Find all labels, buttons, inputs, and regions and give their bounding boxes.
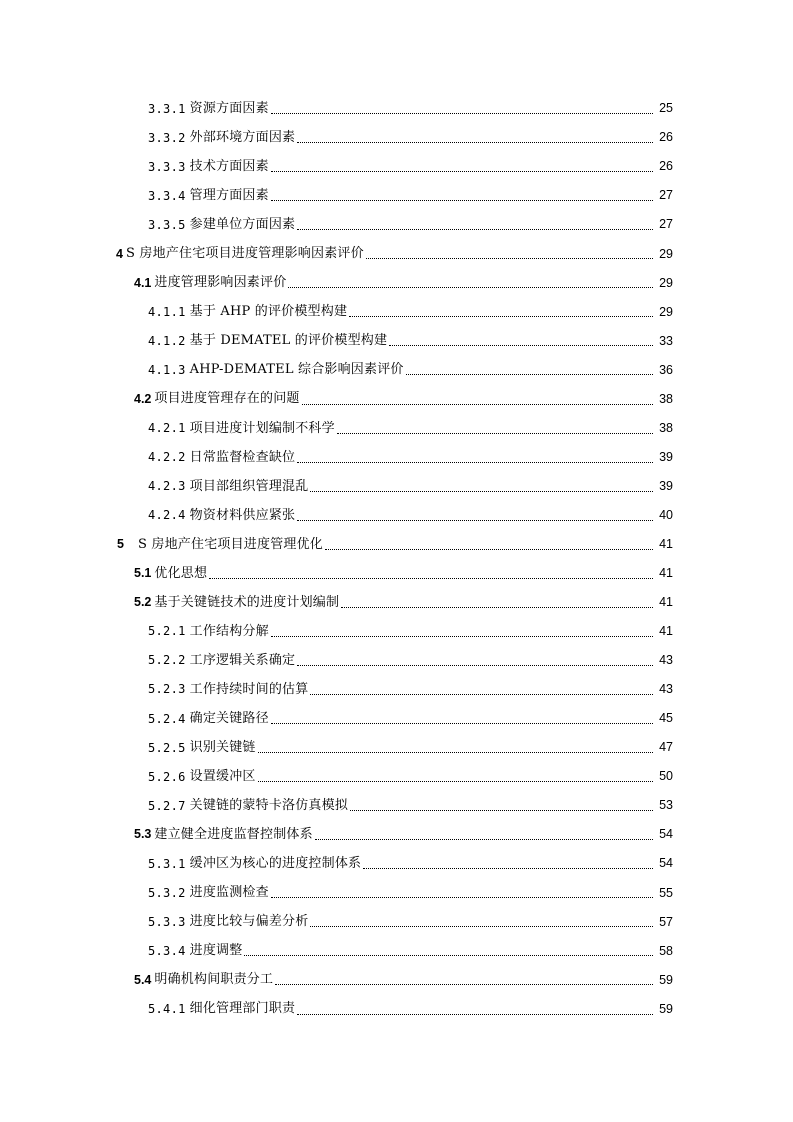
toc-entry-number: 5 — [117, 536, 124, 551]
toc-entry-title: AHP-DEMATEL 综合影响因素评价 — [189, 362, 404, 378]
toc-entry-page: 29 — [659, 246, 673, 261]
toc-entry-title: 技术方面因素 — [189, 159, 269, 175]
toc-entry-title: S 房地产住宅项目进度管理影响因素评价 — [125, 246, 364, 262]
toc-entry-page: 57 — [659, 914, 673, 929]
toc-entry-page: 47 — [659, 740, 673, 755]
toc-entry-title: 项目部组织管理混乱 — [189, 478, 309, 494]
toc-entry-number: 5.1 — [134, 566, 152, 581]
toc-dot-leader — [341, 606, 653, 608]
toc-entry-title: 物资材料供应紧张 — [189, 507, 296, 523]
toc-entry-number: 4 — [116, 246, 123, 261]
toc-entry-title: 日常监督检查缺位 — [189, 449, 296, 465]
toc-dot-leader — [297, 664, 653, 666]
toc-dot-leader — [310, 693, 653, 695]
toc-entry-title: S 房地产住宅项目进度管理优化 — [137, 536, 323, 552]
toc-entry[interactable] — [0, 94, 793, 123]
toc-entry-page: 54 — [659, 827, 673, 842]
toc-entry[interactable] — [0, 646, 793, 675]
toc-dot-leader — [337, 432, 653, 434]
toc-dot-leader — [315, 838, 653, 840]
toc-dot-leader — [271, 170, 653, 172]
toc-dot-leader — [389, 344, 653, 346]
toc-entry-page: 29 — [659, 275, 673, 290]
toc-entry-page: 27 — [659, 188, 673, 203]
toc-entry-page: 55 — [659, 885, 673, 900]
toc-dot-leader — [258, 780, 653, 782]
toc-entry-number: 4.2 — [134, 391, 152, 406]
toc-dot-leader — [366, 257, 653, 259]
toc-entry-number: 5.2.1 — [148, 624, 186, 639]
toc-entry[interactable] — [0, 849, 793, 878]
toc-entry-number: 5.3.2 — [148, 885, 186, 900]
toc-entry-page: 53 — [659, 798, 673, 813]
toc-dot-leader — [275, 983, 653, 985]
toc-entry-page: 26 — [659, 159, 673, 174]
toc-dot-leader — [310, 490, 653, 492]
toc-dot-leader — [297, 519, 653, 521]
toc-entry[interactable] — [0, 210, 793, 239]
toc-entry[interactable] — [0, 472, 793, 501]
toc-entry-page: 41 — [659, 595, 673, 610]
toc-entry-page: 45 — [659, 711, 673, 726]
toc-entry[interactable] — [0, 617, 793, 646]
toc-entry-number: 5.3.1 — [148, 856, 186, 871]
toc-entry-title: 项目进度管理存在的问题 — [154, 391, 300, 407]
toc-entry-title: 进度监测检查 — [189, 885, 269, 901]
toc-entry[interactable] — [0, 878, 793, 907]
toc-entry-title: 工序逻辑关系确定 — [189, 652, 296, 668]
toc-entry-page: 27 — [659, 217, 673, 232]
toc-dot-leader — [349, 315, 653, 317]
toc-dot-leader — [271, 722, 653, 724]
toc-entry-number: 5.3.3 — [148, 914, 186, 929]
toc-dot-leader — [310, 925, 653, 927]
toc-entry-number: 5.2.7 — [148, 798, 186, 813]
toc-entry-title: 识别关键链 — [189, 740, 256, 756]
toc-entry-number: 4.2.4 — [148, 508, 186, 523]
toc-entry-number: 4.2.3 — [148, 479, 186, 494]
toc-entry-number: 5.2.4 — [148, 711, 186, 726]
toc-entry-page: 50 — [659, 769, 673, 784]
toc-entry[interactable] — [0, 501, 793, 530]
toc-entry-number: 4.1.2 — [148, 333, 186, 348]
toc-entry-title: 参建单位方面因素 — [189, 217, 296, 233]
toc-dot-leader — [288, 286, 653, 288]
toc-entry-page: 41 — [659, 566, 673, 581]
toc-entry-number: 3.3.5 — [148, 217, 186, 232]
toc-entry[interactable] — [0, 443, 793, 472]
toc-entry[interactable] — [0, 530, 793, 559]
toc-entry-number: 5.2.5 — [148, 740, 186, 755]
toc-entry-page: 43 — [659, 653, 673, 668]
toc-entry[interactable] — [0, 239, 793, 268]
toc-entry[interactable] — [0, 820, 793, 849]
toc-entry-number: 5.2.3 — [148, 682, 186, 697]
toc-entry-number: 4.1.1 — [148, 304, 186, 319]
toc-entry[interactable] — [0, 297, 793, 326]
toc-entry-title: 工作持续时间的估算 — [189, 681, 309, 697]
toc-entry-number: 5.2.2 — [148, 653, 186, 668]
toc-entry-title: 外部环境方面因素 — [189, 130, 296, 146]
toc-entry-page: 29 — [659, 304, 673, 319]
toc-dot-leader — [325, 548, 653, 550]
toc-entry-page: 36 — [659, 362, 673, 377]
toc-entry-title: 管理方面因素 — [189, 188, 269, 204]
toc-entry-number: 3.3.2 — [148, 130, 186, 145]
toc-entry[interactable] — [0, 384, 793, 413]
toc-dot-leader — [244, 954, 653, 956]
toc-entry-title: 确定关键路径 — [189, 711, 269, 726]
toc-dot-leader — [297, 228, 653, 230]
toc-entry-title: 进度管理影响因素评价 — [154, 275, 287, 291]
toc-entry-number: 4.2.1 — [148, 421, 186, 436]
toc-entry-title: 优化思想 — [154, 565, 208, 581]
toc-entry-number: 4.1 — [134, 275, 152, 290]
toc-entry-number: 3.3.1 — [148, 101, 186, 116]
toc-entry-page: 41 — [659, 536, 673, 551]
toc-entry[interactable] — [0, 588, 793, 617]
toc-entry-title: 关键链的蒙特卡洛仿真模拟 — [189, 798, 349, 814]
toc-entry-title: 基于关键链技术的进度计划编制 — [154, 594, 340, 610]
toc-entry-number: 5.3.4 — [148, 943, 186, 958]
toc-dot-leader — [297, 141, 653, 143]
toc-entry-title: 缓冲区为核心的进度控制体系 — [189, 856, 362, 872]
toc-entry-number: 4.1.3 — [148, 362, 186, 377]
toc-dot-leader — [271, 112, 653, 114]
toc-entry[interactable] — [0, 268, 793, 297]
toc-entry[interactable] — [0, 704, 793, 733]
toc-entry[interactable] — [0, 559, 793, 588]
toc-entry-page: 38 — [659, 420, 673, 435]
toc-dot-leader — [302, 403, 653, 405]
toc-entry-page: 26 — [659, 130, 673, 145]
toc-entry-page: 43 — [659, 682, 673, 697]
toc-dot-leader — [297, 461, 653, 463]
toc-entry[interactable] — [0, 762, 793, 791]
toc-entry-title: 基于 AHP 的评价模型构建 — [189, 304, 348, 320]
table-of-contents — [0, 94, 793, 1024]
toc-entry[interactable] — [0, 936, 793, 965]
toc-entry[interactable] — [0, 355, 793, 384]
toc-entry[interactable] — [0, 123, 793, 152]
toc-entry-page: 39 — [659, 449, 673, 464]
toc-entry[interactable] — [0, 326, 793, 355]
toc-entry-title: 基于 DEMATEL 的评价模型构建 — [189, 333, 388, 349]
toc-entry-title: 资源方面因素 — [189, 101, 269, 117]
toc-dot-leader — [271, 199, 653, 201]
toc-entry-page: 54 — [659, 856, 673, 871]
toc-entry-number: 5.2 — [134, 595, 152, 610]
toc-entry[interactable] — [0, 994, 793, 1023]
toc-entry-page: 59 — [659, 1001, 673, 1016]
toc-entry-title: 建立健全进度监督控制体系 — [154, 827, 313, 843]
toc-dot-leader — [271, 635, 653, 637]
toc-entry-number: 3.3.3 — [148, 159, 186, 174]
toc-dot-leader — [350, 809, 653, 811]
toc-entry-page: 40 — [659, 507, 673, 522]
toc-entry-page: 38 — [659, 391, 673, 406]
toc-dot-leader — [363, 867, 653, 869]
toc-entry-number: 5.4.1 — [148, 1001, 186, 1016]
toc-entry-title: 项目进度计划编制不科学 — [189, 420, 335, 436]
toc-entry-number: 5.4 — [134, 972, 152, 987]
toc-dot-leader — [297, 1013, 653, 1015]
toc-entry[interactable] — [0, 414, 793, 443]
toc-entry-page: 39 — [659, 478, 673, 493]
toc-entry-title: 细化管理部门职责 — [189, 1001, 296, 1017]
toc-entry[interactable] — [0, 733, 793, 762]
toc-entry[interactable] — [0, 791, 793, 820]
toc-dot-leader — [209, 577, 653, 579]
toc-entry[interactable] — [0, 181, 793, 210]
toc-entry[interactable] — [0, 965, 793, 994]
toc-entry-page: 25 — [659, 101, 673, 116]
toc-dot-leader — [258, 751, 653, 753]
toc-entry-title: 工作结构分解 — [189, 623, 269, 639]
toc-entry-number: 3.3.4 — [148, 188, 186, 203]
toc-entry[interactable] — [0, 152, 793, 181]
toc-dot-leader — [406, 373, 653, 375]
toc-entry[interactable] — [0, 907, 793, 936]
toc-entry-number: 5.2.6 — [148, 769, 186, 784]
toc-entry-number: 5.3 — [134, 827, 152, 842]
toc-entry-page: 33 — [659, 333, 673, 348]
toc-entry[interactable] — [0, 675, 793, 704]
toc-entry-title: 明确机构间职责分工 — [154, 972, 274, 988]
toc-entry-page: 59 — [659, 972, 673, 987]
toc-entry-page: 41 — [659, 624, 673, 639]
toc-dot-leader — [271, 896, 653, 898]
toc-entry-title: 进度调整 — [189, 943, 243, 959]
toc-entry-title: 设置缓冲区 — [189, 769, 256, 785]
toc-entry-page: 58 — [659, 943, 673, 958]
toc-entry-number: 4.2.2 — [148, 450, 186, 465]
toc-entry-title: 进度比较与偏差分析 — [189, 914, 309, 930]
